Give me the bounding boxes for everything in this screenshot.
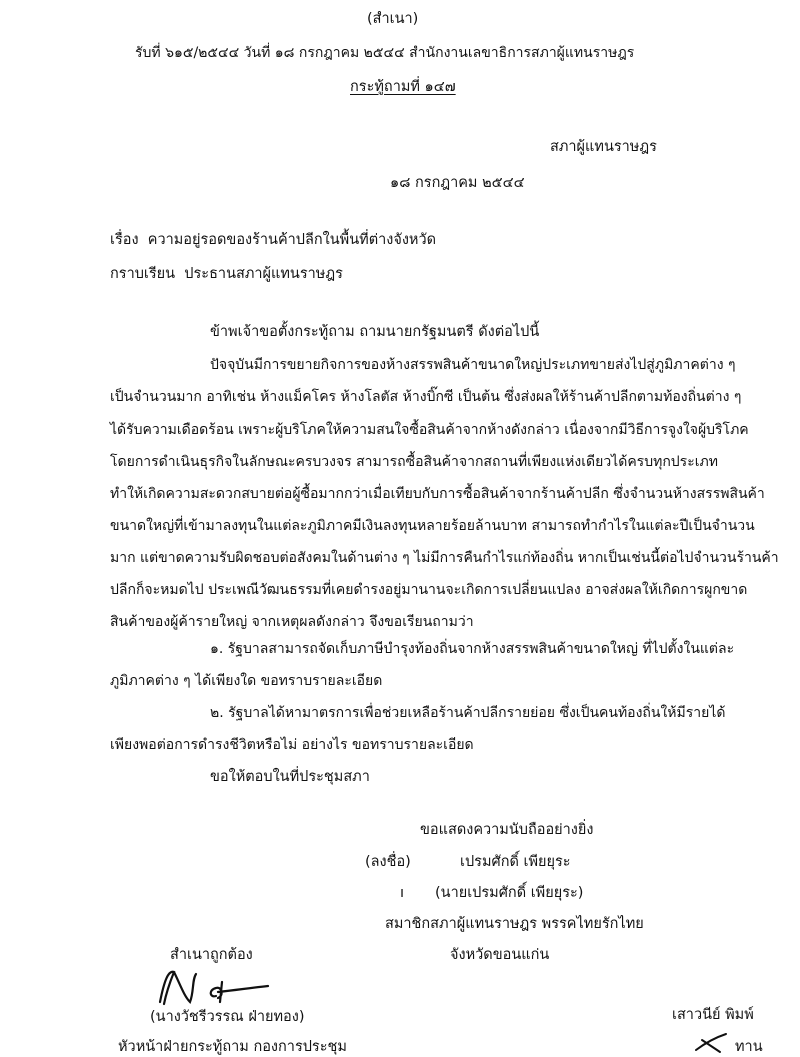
salutation-text: ประธานสภาผู้แทนราษฎร [184, 266, 343, 282]
paragraph-line: ขนาดใหญ่ที่เข้ามาลงทุนในแต่ละภูมิภาคมีเงินลงทุนหลายร้อยล้านบาท สามารถทำกำไรในแต่ละปีเป็นจำนวน [110, 518, 755, 534]
certified-copy-label: สำเนาถูกต้อง [170, 947, 253, 963]
question-2-line: ๒. รัฐบาลได้หามาตรการเพื่อช่วยเหลือร้านค้าปลีกรายย่อย ซึ่งเป็นคนท้องถิ่นให้มีรายได้ [210, 705, 726, 721]
signature-mark: ı [400, 885, 405, 901]
question-2-line: เพียงพอต่อการดำรงชีวิตหรือไม่ อย่างไร ขอทราบรายละเอียด [110, 737, 474, 753]
paragraph-line: มาก แต่ขาดความรับผิดชอบต่อสังคมในด้านต่าง ๆ ไม่มีการคืนกำไรแก่ท้องถิ่น หากเป็นเช่นนี้ต่อไปจำนวนร้านค้า [110, 550, 779, 566]
certifier-position: หัวหน้าฝ่ายกระทู้ถาม กองการประชุม [118, 1039, 347, 1055]
paragraph-line: ปลีกก็จะหมดไป ประเพณีวัฒนธรรมที่เคยดำรงอยู่มานานจะเกิดการเปลี่ยนแปลง อาจส่งผลให้เกิดการผูกขาด [110, 582, 748, 598]
regards: ขอแสดงความนับถืออย่างยิ่ง [420, 822, 594, 838]
signer-position: สมาชิกสภาผู้แทนราษฎร พรรคไทยรักไทย [385, 916, 644, 932]
paragraph-line: สินค้าของผู้ค้ารายใหญ่ จากเหตุผลดังกล่าว จึงขอเรียนถามว่า [110, 614, 474, 630]
copy-mark: (สำเนา) [367, 11, 419, 27]
checker-label: ทาน [735, 1039, 763, 1055]
paragraph-line: โดยการดำเนินธุรกิจในลักษณะครบวงจร สามารถซื้อสินค้าจากสถานที่เพียงแห่งเดียวได้ครบทุกประเภท [110, 454, 718, 470]
subject-line [110, 233, 436, 248]
signer-name: เปรมศักดิ์ เพียยุระ [460, 854, 571, 870]
question-1-line: ๑. รัฐบาลสามารถจัดเก็บภาษีบำรุงท้องถิ่นจากห้างสรรพสินค้าขนาดใหญ่ ที่ไปตั้งในแต่ละ [210, 641, 735, 657]
question-1-line: ภูมิภาคต่าง ๆ ได้เพียงใด ขอทราบรายละเอียด [110, 673, 383, 689]
salutation-label: กราบเรียน [110, 266, 176, 282]
handwritten-signature [150, 962, 290, 1012]
receipt-line: รับที่ ๖๑๕/๒๕๔๔ วันที่ ๑๘ กรกฎาคม ๒๕๔๔ สำนักงานเลขาธิการสภาผู้แทนราษฎร [135, 45, 635, 61]
question-number: กระทู้ถามที่ ๑๔๗ [350, 79, 456, 95]
certifier-name: (นางวัชรีวรรณ ฝ่ายทอง) [150, 1009, 305, 1025]
subject-label: เรื่อง [110, 232, 139, 248]
checker-initial [692, 1032, 732, 1054]
sign-label: (ลงชื่อ) [365, 854, 411, 870]
body-intro: ข้าพเจ้าขอตั้งกระทู้ถาม ถามนายกรัฐมนตรี ดังต่อไปนี้ [210, 324, 540, 340]
sender-organization: สภาผู้แทนราษฎร [550, 139, 657, 155]
paragraph-line: เป็นจำนวนมาก อาทิเช่น ห้างแม็คโคร ห้างโลตัส ห้างบิ๊กซี เป็นต้น ซึ่งส่งผลให้ร้านค้าปลีกตามท้องถิ่นต่าง ๆ [110, 389, 742, 405]
salutation-line [110, 267, 343, 282]
paragraph-line: ได้รับความเดือดร้อน เพราะผู้บริโภคให้ความสนใจซื้อสินค้าจากห้างดังกล่าว เนื่องจากมีวิธีการจูงใจผู้บริโภค [110, 422, 749, 438]
signer-full-name: (นายเปรมศักดิ์ เพียยุระ) [435, 885, 584, 901]
paragraph-line: ทำให้เกิดความสะดวกสบายต่อผู้ซื้อมากกว่าเมื่อเทียบกับการซื้อสินค้าจากร้านค้าปลีก ซึ่งจำนวนห้างสรรพสินค้า [110, 486, 765, 502]
typist-name: เสาวนีย์ พิมพ์ [672, 1007, 754, 1023]
signer-province: จังหวัดขอนแก่น [450, 947, 550, 963]
paragraph-line: ปัจจุบันมีการขยายกิจการของห้างสรรพสินค้าขนาดใหญ่ประเภทขายส่งไปสู่ภูมิภาคต่าง ๆ [210, 357, 736, 373]
closing-request: ขอให้ตอบในที่ประชุมสภา [210, 769, 370, 785]
letter-date: ๑๘ กรกฎาคม ๒๕๔๔ [390, 175, 525, 191]
subject-text: ความอยู่รอดของร้านค้าปลีกในพื้นที่ต่างจังหวัด [147, 232, 437, 248]
